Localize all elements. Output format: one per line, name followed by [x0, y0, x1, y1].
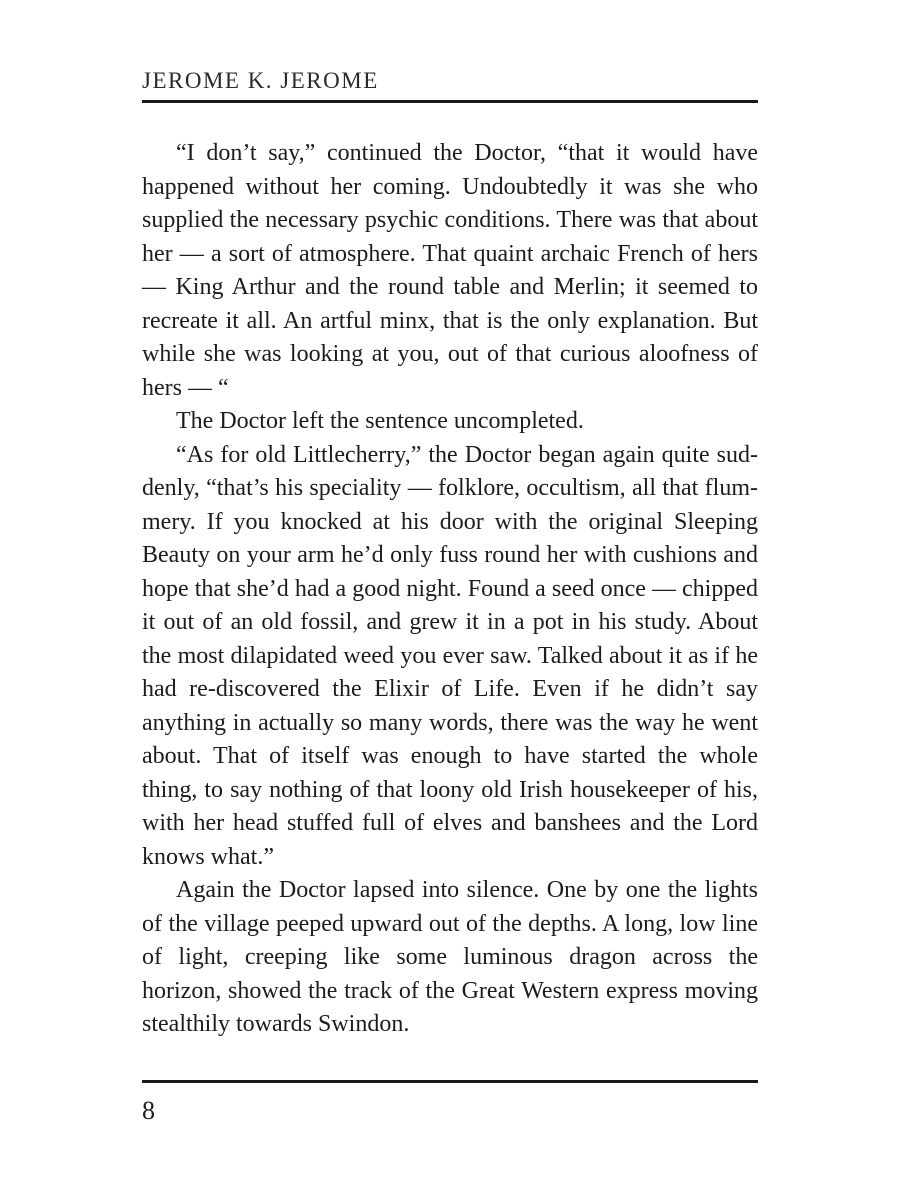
paragraph: “As for old Littlecherry,” the Doctor began again quite suddenly, “that’s his speciality — folklore, occultism, all that flummery. If you knocked at his door with the original Sleeping Beauty on your arm he’d only fuss round her with cushions and hope that she’d had a good night. Found a seed once — chipped it out of an old fossil, and grew it in a pot in his study. About the most dilapidated weed you ever saw. Talked about it as if he had re-discovered the Elixir of Life. Even if he didn’t say anything in actually so many words, there was the way he went about. That of itself was enough to have started the whole thing, to say nothing of that loony old Irish housekeeper of his, with her head stuffed full of elves and banshees and the Lord knows what.”: [142, 441, 758, 870]
paragraph: “I don’t say,” continued the Doctor, “that it would have happened without her coming. Undoubtedly it was she who supplied the necessary psychic conditions. There was that about her — a sort of atmosphere. That quaint archaic French of hers — King Arthur and the round table and Merlin; it seemed to recreate it all. An artful minx, that is the only explanation. But while she was looking at you, out of that curious aloofness of hers — “: [142, 140, 758, 401]
paragraph: Again the Doctor lapsed into silence. One by one the lights of the village peeped upward out of the depths. A long, low line of light, creeping like some luminous dragon across the horizon, showed the track of the Great Western express moving stealthily towards Swindon.: [142, 877, 758, 1037]
paragraph: The Doctor left the sentence uncompleted.: [176, 408, 584, 434]
header-rule: [142, 100, 758, 103]
running-head: JEROME K. JEROME: [142, 68, 379, 93]
body-text: [142, 137, 758, 1042]
page-number: 8: [142, 1096, 155, 1125]
footer-rule: [142, 1080, 758, 1083]
